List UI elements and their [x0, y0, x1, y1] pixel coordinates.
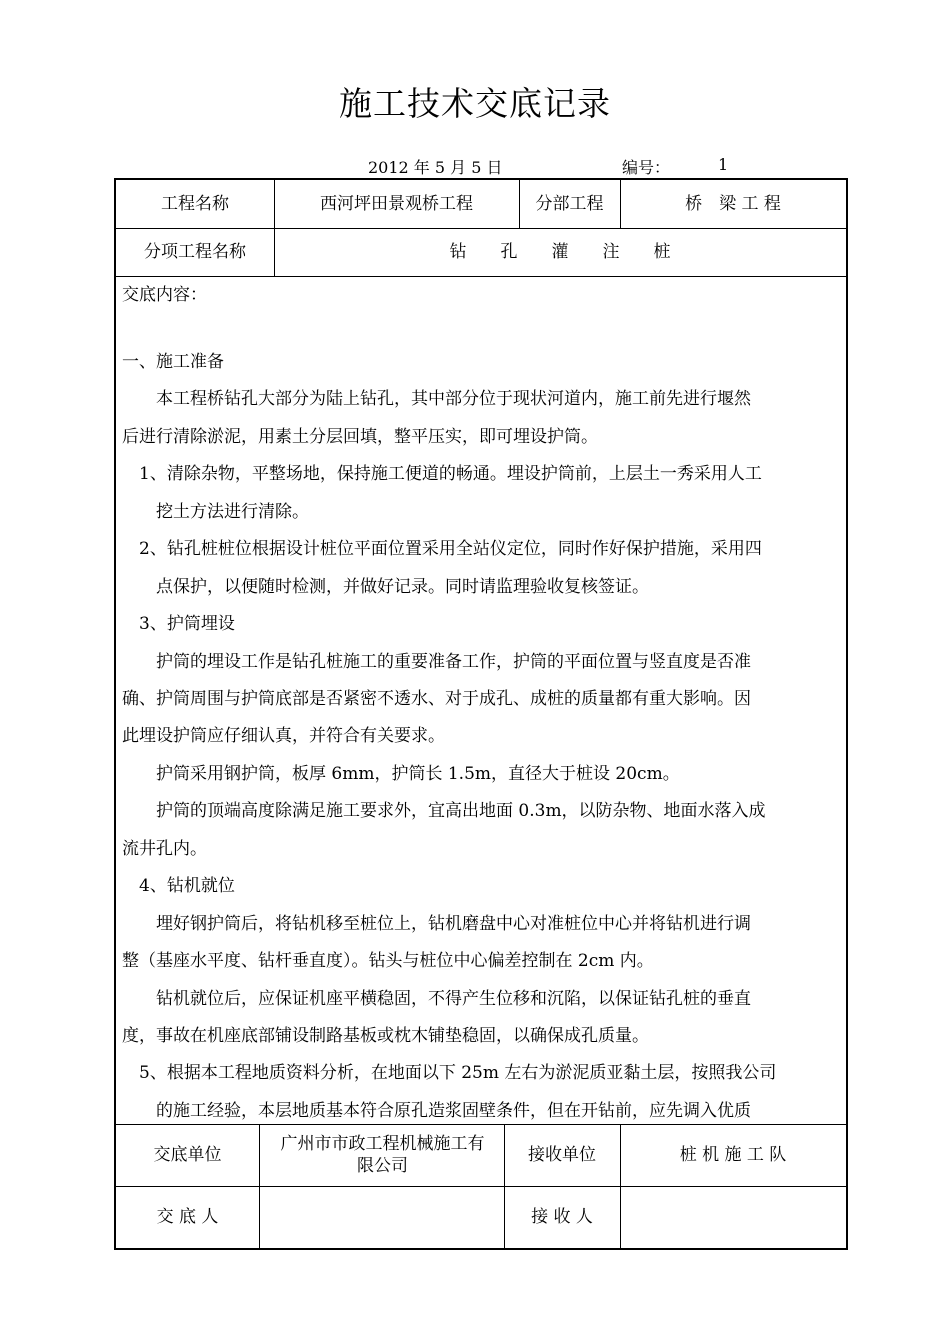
content-heading: 交底内容：: [122, 285, 207, 305]
content-line: 此埋设护筒应仔细认真，并符合有关要求。: [122, 726, 445, 746]
content-line: 挖土方法进行清除。: [122, 502, 309, 522]
content-line: 点保护，以便随时检测，并做好记录。同时请监理验收复核签证。: [122, 577, 649, 597]
division-value: 桥 梁 工 程: [685, 194, 781, 214]
content-line: 护筒的埋设工作是钻孔桩施工的重要准备工作，护筒的平面位置与竖直度是否准: [122, 652, 751, 672]
content-line: 整（基座水平度、钻杆垂直度）。钻头与桩位中心偏差控制在 2cm 内。: [122, 951, 654, 971]
content-line: 本工程桥钻孔大部分为陆上钻孔，其中部分位于现状河道内，施工前先进行堰然: [122, 389, 751, 409]
receiver-unit-label: 接收单位: [528, 1145, 596, 1165]
content-line: 5、根据本工程地质资料分析，在地面以下 25m 左右为淤泥质亚黏土层，按照我公司: [122, 1063, 777, 1083]
content-line: 确、护筒周围与护筒底部是否紧密不透水、对于成孔、成桩的质量都有重大影响。因: [122, 689, 751, 709]
content-line: 护筒的顶端高度除满足施工要求外，宜高出地面 0.3m，以防杂物、地面水落入成: [122, 801, 766, 821]
serial-label: 编号：: [622, 158, 671, 177]
issuer-unit-label: 交底单位: [153, 1145, 222, 1165]
record-table: [114, 178, 848, 1250]
issuer-label: 交 底 人: [156, 1207, 219, 1227]
content-line: 4、钻机就位: [122, 876, 235, 896]
content-line: 埋好钢护筒后，将钻机移至桩位上，钻机磨盘中心对准桩位中心并将钻机进行调: [122, 914, 751, 934]
division-label: 分部工程: [535, 194, 604, 214]
content-line: 1、清除杂物，平整场地，保持施工便道的畅通。埋设护筒前，上层土一秀采用人工: [122, 464, 762, 484]
content-line: 流井孔内。: [122, 839, 207, 859]
content-line: 的施工经验，本层地质基本符合原孔造浆固壁条件，但在开钻前，应先调入优质: [122, 1101, 751, 1121]
project-name-value: 西河坪田景观桥工程: [320, 194, 473, 214]
subitem-value: 钻 孔 灌 注 桩: [449, 242, 671, 262]
receiver-label: 接 收 人: [531, 1207, 593, 1227]
page-title: 施工技术交底记录: [339, 84, 611, 123]
content-line: 2、钻孔桩桩位根据设计桩位平面位置采用全站仪定位，同时作好保护措施，采用四: [122, 539, 762, 559]
row-divider: [116, 276, 846, 277]
receiver-value: [620, 1186, 846, 1248]
content-line: 一、施工准备: [122, 352, 224, 372]
issuer-unit-value: 广州市市政工程机械施工有限公司: [280, 1134, 485, 1176]
content-line: 钻机就位后，应保证机座平横稳固，不得产生位移和沉陷，以保证钻孔桩的垂直: [122, 989, 751, 1009]
issuer-value: [259, 1186, 504, 1248]
subitem-label: 分项工程名称: [144, 242, 246, 262]
content-line: 度，事故在机座底部铺设制路基板或枕木铺垫稳固，以确保成孔质量。: [122, 1026, 649, 1046]
content-line: 护筒采用钢护筒，板厚 6mm，护筒长 1.5m，直径大于桩设 20cm。: [122, 764, 680, 784]
content-line: 3、护筒埋设: [122, 614, 235, 634]
project-name-label: 工程名称: [161, 194, 229, 214]
date: 2012 年 5 月 5 日: [368, 158, 503, 177]
content-line: 后进行清除淤泥，用素土分层回填，整平压实，即可埋设护筒。: [122, 427, 598, 447]
serial-value: 1: [718, 155, 729, 174]
receiver-unit-value: 桩 机 施 工 队: [679, 1145, 787, 1165]
